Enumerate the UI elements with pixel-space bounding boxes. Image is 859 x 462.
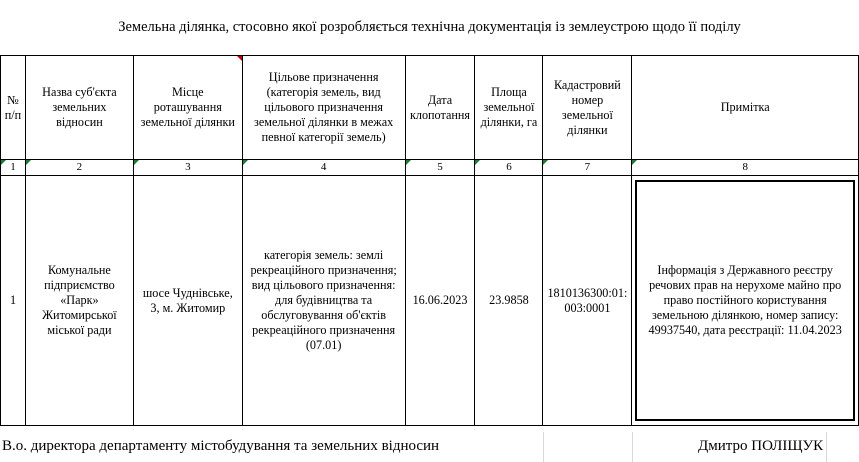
column-number-cell[interactable] xyxy=(133,160,242,176)
cadastral-number-cell[interactable]: 1810136300:01:003:0001 xyxy=(543,176,632,426)
column-number: 2 xyxy=(76,161,83,173)
error-marker xyxy=(26,160,31,165)
column-number-cell[interactable] xyxy=(25,160,133,176)
header-row xyxy=(1,56,859,160)
column-number-cell[interactable] xyxy=(543,160,632,176)
table-row xyxy=(1,176,859,426)
header-cell[interactable]: № п/п xyxy=(1,56,26,160)
document-title: Земельна ділянка, стосовно якої розробляється технічна документація із землеустрою щодо її поділу xyxy=(118,19,741,35)
error-marker xyxy=(475,160,480,165)
header-cell[interactable] xyxy=(543,56,632,160)
column-number-cell[interactable] xyxy=(1,160,26,176)
signatory-name: Дмитро ПОЛІЩУК xyxy=(698,438,824,454)
column-number: 7 xyxy=(584,161,591,173)
selected-note-box: Інформація з Державного реєстру речових прав на нерухоме майно про право постійного користування земельною ділянкою, номер запису: 49937540, дата реєстрації: 11.04.2023 xyxy=(635,180,855,421)
column-number-cell[interactable] xyxy=(632,160,859,176)
column-number: 8 xyxy=(742,161,748,173)
header-text: Площа земельної ділянки, га xyxy=(480,85,538,129)
header-cell[interactable] xyxy=(25,56,133,160)
column-number: 5 xyxy=(437,161,443,173)
error-marker xyxy=(406,160,411,165)
column-number-cell[interactable] xyxy=(405,160,475,176)
purpose-cell[interactable]: категорія земель: землі рекреаційного призначення; вид цільового призначення: для будівництва та обслуговування об'єктів рекреаційного призначення (07.01) xyxy=(242,176,405,426)
error-marker xyxy=(632,160,637,165)
column-number-row xyxy=(1,160,859,176)
header-text: Місце роташування земельної ділянки xyxy=(140,85,235,129)
date-cell[interactable]: 16.06.2023 xyxy=(405,176,475,426)
subject-cell[interactable]: Комунальне підприємство «Парк» Житомирської міської ради xyxy=(25,176,133,426)
header-text: Дата клопотання xyxy=(409,92,471,122)
column-number: 1 xyxy=(10,161,16,173)
header-text: Кадастровий номер земельної ділянки xyxy=(553,77,621,137)
header-text: Цільове призначення (категорія земель, вид цільового призначення земельної ділянки в межах певної категорії земель) xyxy=(254,70,394,144)
header-cell[interactable] xyxy=(405,56,475,160)
header-cell[interactable] xyxy=(242,56,405,160)
location-cell[interactable]: шосе Чуднівське, 3, м. Житомир xyxy=(133,176,242,426)
note-cell[interactable] xyxy=(632,176,859,426)
column-number: 6 xyxy=(506,161,512,173)
error-marker xyxy=(134,160,139,165)
header-cell[interactable] xyxy=(632,56,859,160)
header-text: Примітка xyxy=(720,100,770,114)
header-cell[interactable] xyxy=(475,56,543,160)
error-marker xyxy=(543,160,548,165)
row-number-cell[interactable]: 1 xyxy=(1,176,26,426)
gridline xyxy=(543,432,544,462)
column-number: 3 xyxy=(185,161,191,173)
header-text: Назва суб'єкта земельних відносин xyxy=(42,85,117,129)
area-cell[interactable]: 23.9858 xyxy=(475,176,543,426)
error-marker xyxy=(1,160,6,165)
land-plot-table xyxy=(0,55,859,426)
error-marker xyxy=(243,160,248,165)
column-number-cell[interactable] xyxy=(475,160,543,176)
column-number: 4 xyxy=(320,161,327,173)
gridline xyxy=(826,432,827,462)
gridline xyxy=(632,432,633,462)
comment-marker xyxy=(237,56,242,61)
header-cell[interactable] xyxy=(133,56,242,160)
column-number-cell[interactable] xyxy=(242,160,405,176)
signatory-position: В.о. директора департаменту містобудування та земельних відносин xyxy=(2,438,440,454)
